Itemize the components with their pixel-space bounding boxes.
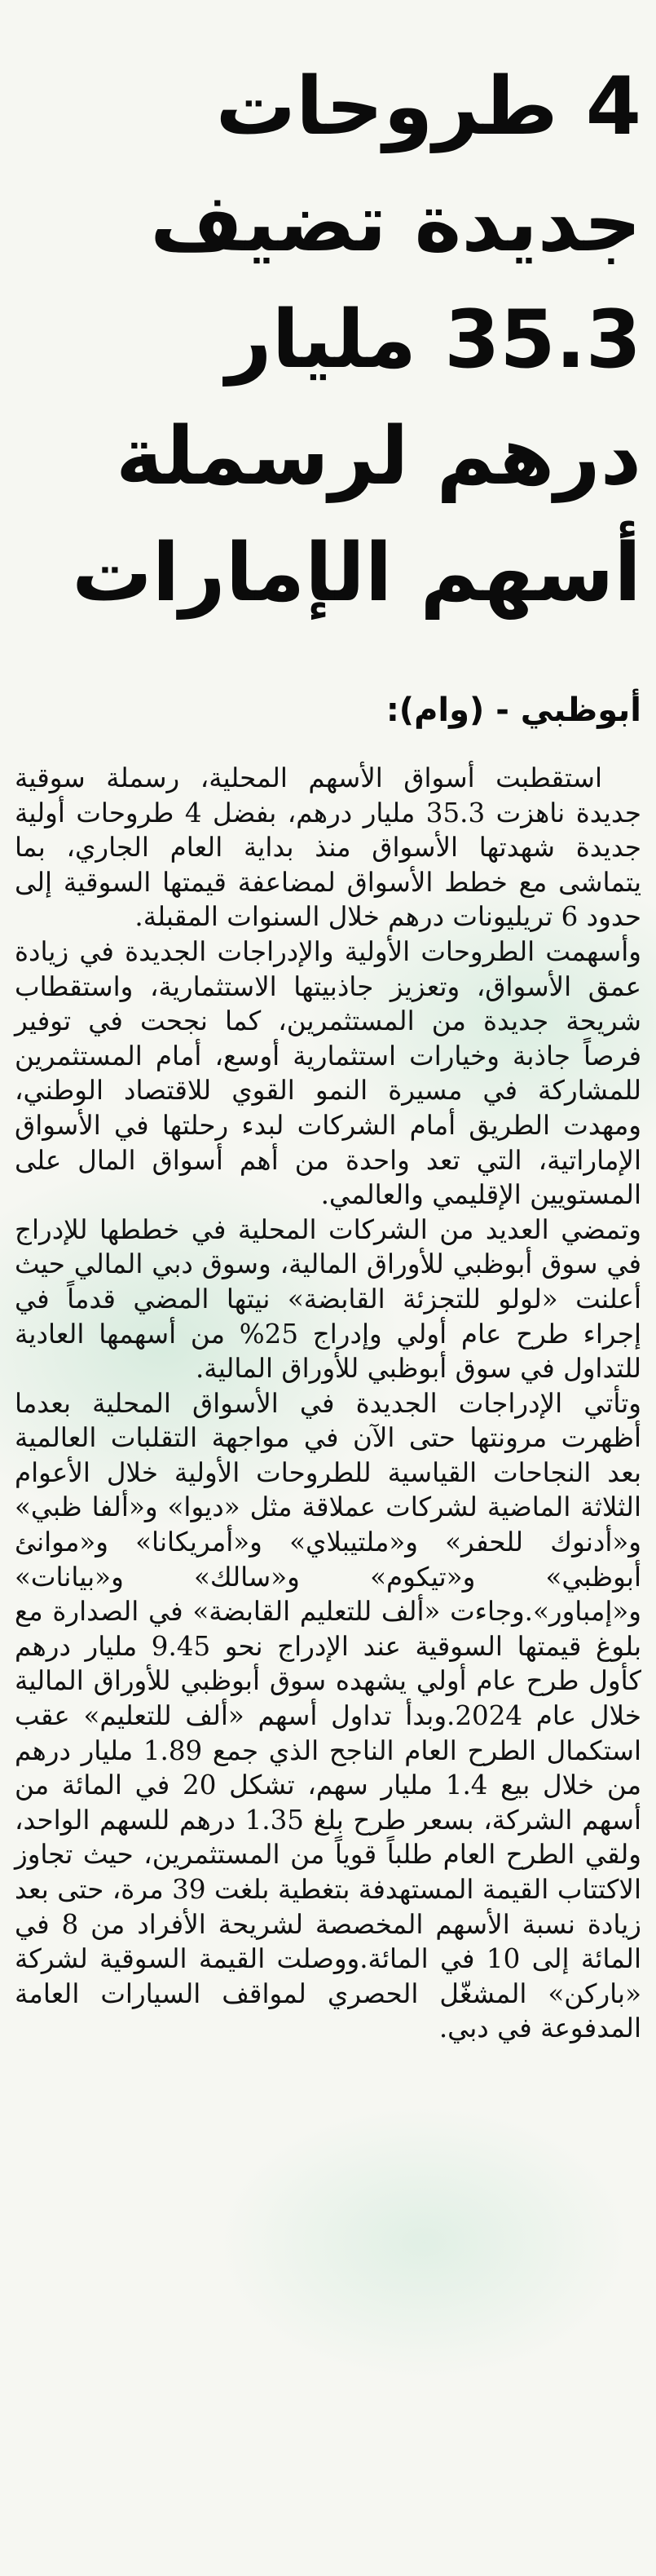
- article-paragraph: استقطبت أسواق الأسهم المحلية، رسملة سوقية جديدة ناهزت 35.3 مليار درهم، بفضل 4 طروحات أولية جديدة شهدتها الأسواق منذ بداية العام الجاري، بما يتماشى مع خطط الأسواق لمضاعفة قيمتها السوقية إلى حدود 6 تريليونات درهم خلال السنوات المقبلة.: [15, 762, 641, 933]
- article-paragraph: وتأتي الإدراجات الجديدة في الأسواق المحلية بعدما أظهرت مرونتها حتى الآن في مواجهة التقلبات العالمية بعد النجاحات القياسية للطروحات الأولية خلال الأعوام الثلاثة الماضية لشركات عملاقة مثل «ديوا» و«ألفا ظبي» و«أدنوك للحفر» و«ملتيبلاي» و«أمريكانا» و«موانئ أبوظبي» و«تيكوم» و«سالك» و«بيانات» و«إمباور».وجاءت «ألف للتعليم القابضة» في الصدارة مع بلوغ قيمتها السوقية عند الإدراج نحو 9.45 مليار درهم كأول طرح عام أولي يشهده سوق أبوظبي للأوراق المالية خلال عام 2024.وبدأ تداول أسهم «ألف للتعليم» عقب استكمال الطرح العام الناجح الذي جمع 1.89 مليار درهم من خلال بيع 1.4 مليار سهم، تشكل 20 في المائة من أسهم الشركة، بسعر طرح بلغ 1.35 درهم للسهم الواحد، ولقي الطرح العام طلباً قوياً من المستثمرين، حيث تجاوز الاكتتاب القيمة المستهدفة بتغطية بلغت 39 مرة، حتى بعد زيادة نسبة الأسهم المخصصة لشريحة الأفراد من 8 في المائة إلى 10 في المائة.ووصلت القيمة السوقية لشركة «باركن» المشغّل الحصري لمواقف السيارات العامة المدفوعة في دبي.: [15, 1387, 642, 2044]
- article-dateline: أبوظبي - (وام):: [385, 691, 641, 729]
- article-paragraph: وأسهمت الطروحات الأولية والإدراجات الجديدة في زيادة عمق الأسواق، وتعزيز جاذبيتها الاستثمارية، واستقطاب شريحة جديدة من المستثمرين، كما نجحت في توفير فرصاً جاذبة وخيارات استثمارية أوسع، أمام المستثمرين للمشاركة في مسيرة النمو القوي للاقتصاد الوطني، ومهدت الطريق أمام الشركات لبدء رحلتها في الأسواق الإماراتية، التي تعد واحدة من أهم أسواق المال على المستويين الإقليمي والعالمي.: [15, 935, 641, 1211]
- article-paragraph: وتمضي العديد من الشركات المحلية في خططها للإدراج في سوق أبوظبي للأوراق المالية، وسوق دبي المالي حيث أعلنت «لولو للتجزئة القابضة» نيتها المضي قدماً في إجراء طرح عام أولي وإدراج 25% من أسهمها العادية للتداول في سوق أبوظبي للأوراق المالية.: [15, 1213, 641, 1385]
- article-body: [15, 761, 641, 2046]
- article-headline: 4 طروحات جديدة تضيف 35.3 مليار درهم لرسملة أسهم الإمارات: [72, 60, 641, 620]
